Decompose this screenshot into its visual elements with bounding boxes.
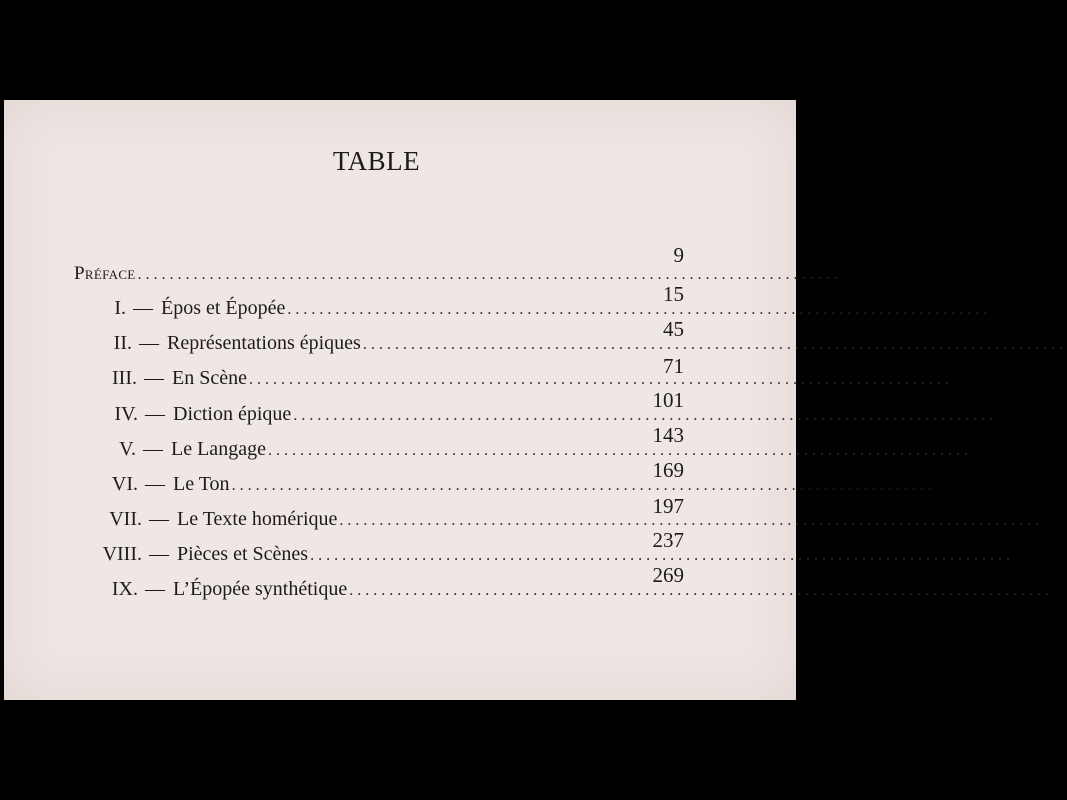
dot-leader: ........................................................................................ — [248, 371, 953, 388]
dot-leader: ........................................................................................ — [349, 582, 1054, 599]
entry-title: Diction épique — [173, 403, 292, 425]
entry-title: Le Langage — [171, 438, 266, 460]
dot-leader: ........................................................................................ — [137, 266, 842, 283]
dot-leader: ........................................................................................ — [293, 407, 998, 424]
chapter-number: IV. — [114, 403, 138, 425]
page-number: 269 — [652, 563, 684, 587]
page-number: 15 — [663, 282, 684, 306]
page-number: 197 — [652, 494, 684, 518]
toc-entry — [74, 494, 1044, 531]
dot-leader: ........................................................................................ — [267, 442, 972, 459]
toc-entry — [74, 563, 1054, 601]
toc-entry — [74, 458, 936, 496]
chapter-number: IX. — [111, 578, 138, 600]
entry-title: Épos et Épopée — [161, 297, 286, 319]
dot-leader: ........................................................................................ — [231, 477, 936, 494]
em-dash: — — [145, 473, 165, 495]
em-dash: — — [145, 578, 165, 600]
entry-title: Représentations épiques — [167, 332, 361, 354]
em-dash: — — [149, 543, 169, 565]
toc-entry — [74, 317, 1067, 355]
entry-title: Le Ton — [173, 473, 230, 495]
toc-entry — [74, 388, 998, 426]
page-number: 101 — [652, 388, 684, 412]
dot-leader: ........................................................................................ — [287, 301, 992, 318]
entry-title: Préface — [74, 263, 136, 284]
em-dash: — — [143, 438, 163, 460]
toc-entry — [74, 528, 1015, 566]
toc-entry — [74, 282, 992, 320]
toc-entry-preface — [74, 243, 842, 285]
em-dash: — — [149, 508, 169, 530]
dot-leader: ........................................................................................ — [310, 547, 1015, 564]
book-page — [4, 100, 1067, 700]
chapter-number: VII. — [109, 508, 142, 530]
table-of-contents — [4, 100, 1067, 700]
page-number: 237 — [652, 528, 684, 552]
chapter-number: V. — [119, 438, 136, 460]
em-dash: — — [139, 332, 159, 354]
chapter-number: VI. — [111, 473, 138, 495]
chapter-number: I. — [114, 297, 126, 319]
page-title: TABLE — [332, 146, 421, 176]
toc-entry — [74, 423, 972, 461]
chapter-number: III. — [112, 367, 137, 389]
page-number: 9 — [673, 243, 684, 267]
chapter-number: VIII. — [102, 543, 142, 565]
dot-leader: ........................................................................................ — [339, 512, 1044, 529]
dot-leader: ........................................................................................ — [362, 336, 1067, 353]
toc-entry — [74, 354, 953, 390]
entry-title: En Scène — [172, 367, 247, 389]
chapter-number: II. — [113, 332, 132, 354]
page-number: 143 — [652, 423, 684, 447]
page-number: 71 — [663, 354, 684, 378]
page-number: 169 — [652, 458, 684, 482]
em-dash: — — [145, 403, 165, 425]
entry-title: Pièces et Scènes — [177, 543, 309, 565]
entry-title: Le Texte homérique — [177, 508, 338, 530]
page-number: 45 — [663, 317, 684, 341]
entry-title: L’Épopée synthétique — [173, 578, 348, 600]
em-dash: — — [144, 367, 164, 389]
em-dash: — — [133, 297, 153, 319]
